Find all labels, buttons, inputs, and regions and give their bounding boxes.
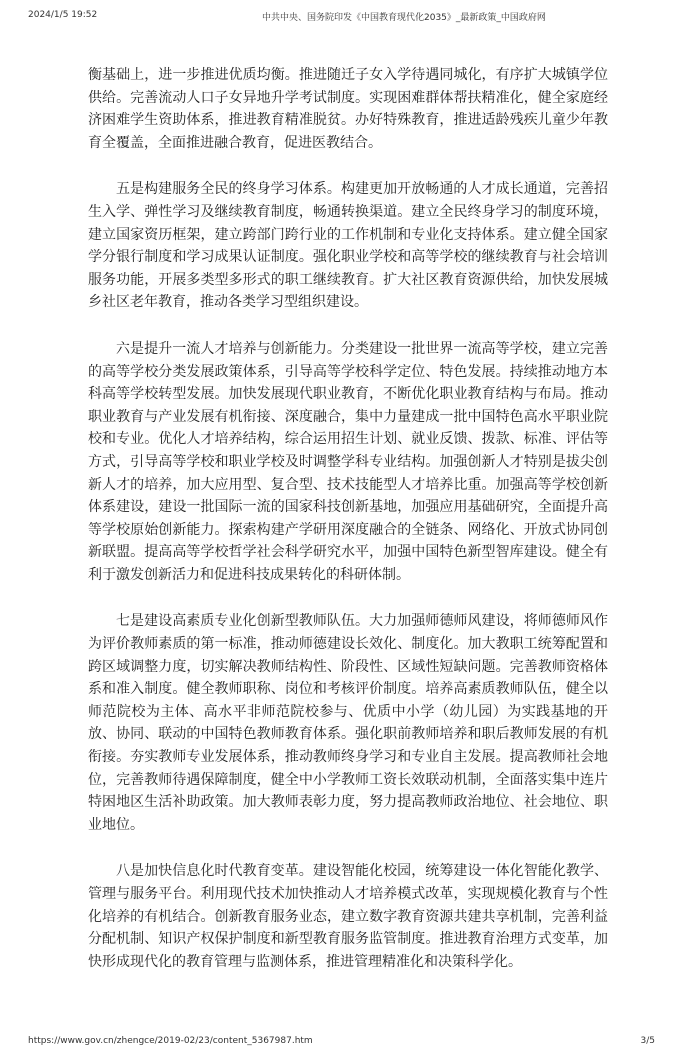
print-page-title: 中共中央、国务院印发《中国教育现代化2035》_最新政策_中国政府网 [262, 13, 546, 23]
paragraph-teacher-team: 七是建设高素质专业化创新型教师队伍。大力加强师德师风建设，将师德师风作为评价教师素质的第一标准，推动师德建设长效化、制度化。加大教职工统筹配置和跨区域调整力度，切实解决教师结构性、阶段性、区域性短缺问题。完善教师资格体系和准入制度。健全教师职称、岗位和考核评价制度。培养高素质教师队伍，健全以师范院校为主体、高水平非师范院校参与、优质中小学（幼儿园）为实践基地的开放、协同、联动的中国特色教师教育体系。强化职前教师培养和职后教师发展的有机衔接。夯实教师专业发展体系，推动教师终身学习和专业自主发展。提高教师社会地位，完善教师待遇保障制度，健全中小学教师工资长效联动机制，全面落实集中连片特困地区生活补助政策。加大教师表彰力度，努力提高教师政治地位、社会地位、职业地位。 [88, 613, 608, 833]
print-url: https://www.gov.cn/zhengce/2019-02/23/content_5367987.htm [28, 1036, 313, 1046]
page-number: 3/5 [640, 1036, 655, 1046]
document-body [88, 64, 608, 997]
paragraph-talent-innovation: 六是提升一流人才培养与创新能力。分类建设一批世界一流高等学校，建立完善的高等学校分类发展政策体系，引导高等学校科学定位、特色发展。持续推动地方本科高等学校转型发展。加快发展现代职业教育，不断优化职业教育结构与布局。推动职业教育与产业发展有机衔接、深度融合，集中力量建成一批中国特色高水平职业院校和专业。优化人才培养结构，综合运用招生计划、就业反馈、拨款、标准、评估等方式，引导高等学校和职业学校及时调整学科专业结构。加强创新人才特别是拔尖创新人才的培养，加大应用型、复合型、技术技能型人才培养比重。加强高等学校创新体系建设，建设一批国际一流的国家科技创新基地，加强应用基础研究，全面提升高等学校原始创新能力。探索构建产学研用深度融合的全链条、网络化、开放式协同创新联盟。提高高等学校哲学社会科学研究水平，加强中国特色新型智库建设。健全有利于激发创新活力和促进科技成果转化的科研体制。 [88, 340, 608, 583]
paragraph-continued: 衡基础上，进一步推进优质均衡。推进随迁子女入学待遇同城化，有序扩大城镇学位供给。完善流动人口子女异地升学考试制度。实现困难群体帮扶精准化，健全家庭经济困难学生资助体系，推进教育精准脱贫。办好特殊教育，推进适龄残疾儿童少年教育全覆盖，全面推进融合教育，促进医教结合。 [88, 67, 608, 151]
print-header [0, 10, 685, 30]
print-footer [0, 1036, 685, 1050]
paragraph-lifelong-learning: 五是构建服务全民的终身学习体系。构建更加开放畅通的人才成长通道，完善招生入学、弹性学习及继续教育制度，畅通转换渠道。建立全民终身学习的制度环境，建立国家资历框架，建立跨部门跨行业的工作机制和专业化支持体系。建立健全国家学分银行制度和学习成果认证制度。强化职业学校和高等学校的继续教育与社会培训服务功能，开展多类型多形式的职工继续教育。扩大社区教育资源供给，加快发展城乡社区老年教育，推动各类学习型组织建设。 [88, 181, 608, 311]
print-datetime: 2024/1/5 19:52 [28, 10, 98, 20]
paragraph-informatization: 八是加快信息化时代教育变革。建设智能化校园，统筹建设一体化智能化教学、管理与服务平台。利用现代技术加快推动人才培养模式改革，实现规模化教育与个性化培养的有机结合。创新教育服务业态，建立数字教育资源共建共享机制，完善利益分配机制、知识产权保护制度和新型教育服务监管制度。推进教育治理方式变革，加快形成现代化的教育管理与监测体系，推进管理精准化和决策科学化。 [88, 863, 608, 970]
